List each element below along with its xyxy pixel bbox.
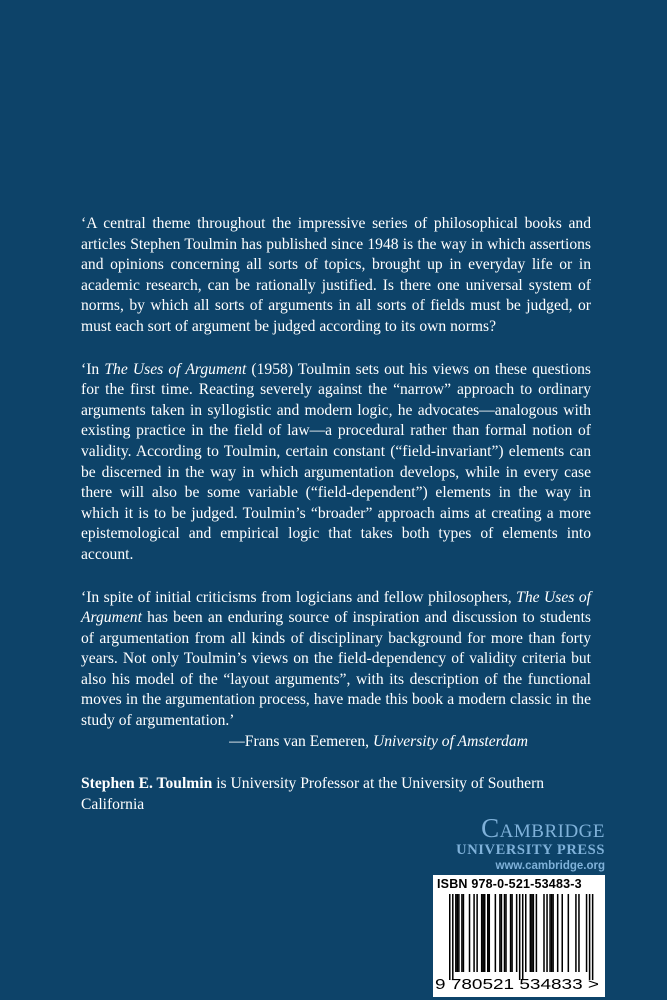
barcode-bar: [516, 894, 518, 972]
barcode-bar: [592, 894, 594, 980]
isbn-barcode: [433, 875, 605, 997]
barcode-bar: [536, 894, 538, 972]
attribution-affiliation: University of Amsterdam: [372, 732, 528, 750]
barcode-bar: [458, 894, 460, 972]
barcode-bar: [568, 894, 570, 972]
book-title: The Uses of Argument: [104, 360, 247, 378]
barcode-bar: [499, 894, 501, 972]
barcode-bar: [481, 894, 483, 972]
quote-text: ‘In: [81, 360, 105, 378]
barcode-bar: [561, 894, 563, 972]
barcode-bar: [449, 894, 451, 980]
barcode-bar: [546, 894, 548, 972]
barcode-bar: [505, 894, 507, 972]
barcode-bar: [476, 894, 478, 972]
quote-text: (1958) Toulmin sets out his views on these questions for the first time. Reacting severely against the “narrow” approach to ordinary arguments taken in syllogistic and modern logic, he advocates—analogous with existing practice in the field of law—a procedural rather than formal notion of validity. According to Toulmin, certain constant (“field-invariant”) elements can be discerned in the way in which argumentation develops, while in every case there will also be some variable (“field-dependent”) elements in the way in which it is to be judged. Toulmin’s “broader” approach aims at creating a more epistemological and empirical logic that takes both types of elements into account.: [81, 360, 591, 563]
barcode-bar: [551, 894, 553, 972]
barcode-bar: [461, 894, 463, 972]
barcode-bar: [495, 894, 497, 972]
barcode-bar: [575, 894, 577, 972]
barcode-bar: [543, 894, 545, 972]
isbn-label: ISBN 978-0-521-53483-3: [437, 877, 582, 891]
publisher-logo: [433, 814, 605, 874]
barcode-bar: [487, 894, 489, 972]
barcode-bar: [522, 894, 524, 980]
barcode-bar: [469, 894, 471, 972]
barcode-bar: [489, 894, 491, 972]
barcode-bar: [473, 894, 475, 972]
barcode-bar: [533, 894, 535, 972]
barcode-bar: [586, 894, 588, 972]
quote-text: ‘A central theme throughout the impressive series of philosophical books and articles Stephen Toulmin has published since 1948 is the way in which assertions and opinions concerning all sorts of topics, brought up in everyday life or in academic research, can be rationally justified. Is there one universal system of norms, by which all sorts of arguments in all sorts of fields must be judged, or must each sort of argument be judged according to its own norms?: [81, 215, 591, 335]
blurb-text: [81, 214, 591, 837]
quote-text: ‘In spite of initial criticisms from logicians and fellow philosophers,: [81, 588, 517, 606]
barcode-icon: [433, 875, 605, 997]
barcode-bar: [452, 894, 454, 980]
barcode-bar: [501, 894, 503, 972]
publisher-url: www.cambridge.org: [495, 860, 605, 872]
barcode-bar: [530, 894, 532, 972]
quote-paragraph-2: [81, 360, 591, 566]
book-title: The Uses of Argument: [81, 588, 591, 627]
author-name: Stephen E. Toulmin: [81, 775, 213, 793]
quote-attribution: [81, 732, 591, 753]
quote-text: has been an enduring source of inspiration and discussion to students of argumentation from all kinds of disciplinary background for more than forty years. Not only Toulmin’s views on the field-dependency of validity criteria but also his model of the “layout arguments”, with its description of the functional moves in the argumentation process, have made this book a modern classic in the study of argumentation.’: [81, 609, 591, 730]
barcode-bar: [457, 894, 459, 972]
barcode-digits: 9 780521 534833 >: [435, 976, 600, 993]
author-bio-text: is University Professor at the University of Southern California: [81, 775, 545, 813]
barcode-bar: [549, 894, 551, 972]
barcode-bar: [455, 894, 457, 972]
barcode-bar: [557, 894, 559, 972]
quote-paragraph-3: [81, 588, 591, 732]
publisher-name: Cambridge: [481, 813, 605, 843]
barcode-bar: [504, 894, 506, 972]
barcode-bar: [510, 894, 512, 972]
publisher-subtitle: UNIVERSITY PRESS: [456, 842, 605, 858]
barcode-bar: [511, 894, 513, 972]
barcode-bar: [589, 894, 591, 980]
barcode-bar: [552, 894, 554, 972]
barcode-bar: [484, 894, 486, 972]
author-bio: [81, 774, 591, 815]
quote-paragraph-1: [81, 214, 591, 338]
barcode-bar: [531, 894, 533, 972]
barcode-bar: [482, 894, 484, 972]
barcode-bar: [578, 894, 580, 972]
barcode-bar: [463, 894, 465, 972]
attribution-name: —Frans van Eemeren,: [229, 732, 373, 750]
barcode-bar: [525, 894, 527, 972]
barcode-bar: [519, 894, 521, 980]
